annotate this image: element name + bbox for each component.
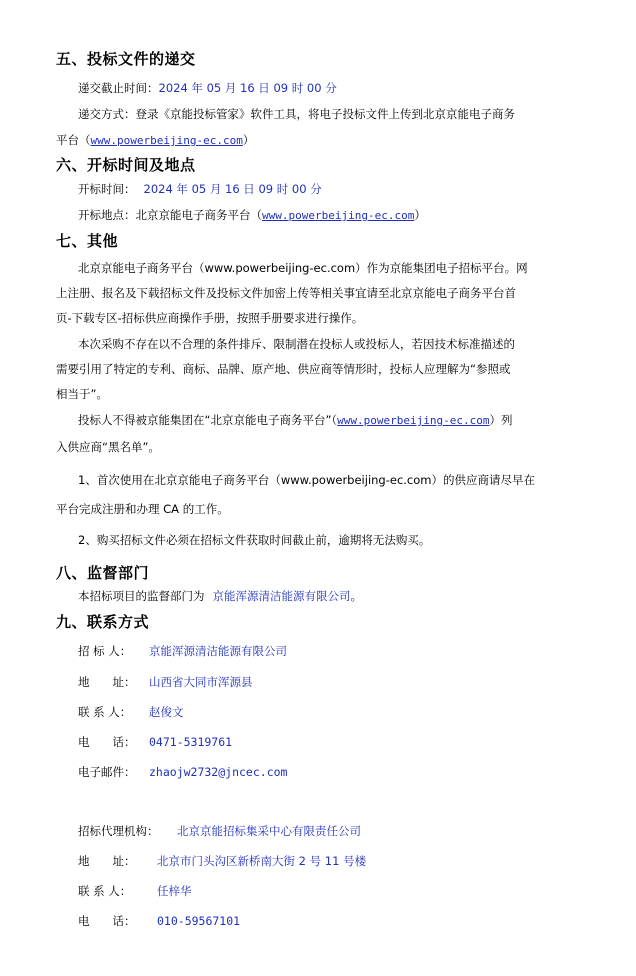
email-value[interactable]: zhaojw2732@jncec.com [149, 765, 288, 779]
opening-time-value: 2024 年 05 月 16 日 09 时 00 分 [143, 182, 322, 196]
blacklist-suffix: ）列 [489, 413, 513, 427]
section-8-title: 八、监督部门 [56, 564, 150, 582]
tenderer-value: 京能浑源清洁能源有限公司 [149, 644, 287, 658]
agency-address-value: 北京市门头沟区新桥南大街 2 号 11 号楼 [157, 854, 367, 868]
note-1-line2: 平台完成注册和办理 CA 的工作。 [56, 502, 229, 516]
opening-platform-link[interactable]: www.powerbeijing-ec.com [262, 209, 415, 222]
other-p1-line1: 北京京能电子商务平台（www.powerbeijing-ec.com）作为京能集团电子招标平台。网 [78, 261, 528, 275]
agency-contact-value: 任梓华 [157, 884, 192, 898]
opening-place-suffix: ） [414, 208, 426, 222]
opening-time-label: 开标时间： [78, 182, 136, 196]
other-p3-line1 [78, 413, 513, 428]
address-label: 地 址： [78, 675, 136, 689]
agency-label: 招标代理机构： [78, 824, 159, 838]
note-1-line1: 1、首次使用在北京京能电子商务平台（www.powerbeijing-ec.com）的供应商请尽早在 [78, 473, 535, 487]
deadline-label: 递交截止时间： [78, 81, 159, 95]
submit-method-prefix: 平台（ [56, 133, 91, 147]
agency-address-label: 地 址： [78, 854, 136, 868]
deadline-line [78, 81, 337, 95]
section-6-title: 六、开标时间及地点 [56, 156, 196, 174]
note-2: 2、购买招标文件必须在招标文件获取时间截止前，逾期将无法购买。 [78, 533, 431, 547]
tenderer-label: 招 标 人： [78, 644, 132, 658]
submit-method-suffix: ） [242, 133, 255, 147]
other-p2-line2: 需要引用了特定的专利、商标、品牌、原产地、供应商等情形时，投标人应理解为“参照或 [56, 362, 511, 376]
submit-platform-link[interactable]: www.powerbeijing-ec.com [90, 134, 243, 147]
submit-method-line2 [56, 133, 254, 148]
blacklist-platform-link[interactable]: www.powerbeijing-ec.com [337, 414, 490, 427]
submit-method-line [78, 107, 515, 121]
agency-phone-label: 电 话： [78, 914, 136, 928]
other-p2-line3: 相当于”。 [56, 387, 108, 401]
contact-value: 赵俊文 [149, 705, 184, 719]
contact-label: 联 系 人： [78, 705, 132, 719]
agency-contact-label: 联 系 人： [78, 884, 132, 898]
agency-phone-value: 010-59567101 [157, 914, 241, 928]
supervision-text: 本招标项目的监督部门为 [78, 589, 205, 603]
phone-value: 0471-5319761 [149, 735, 233, 749]
opening-place-label: 开标地点： [78, 208, 136, 222]
submit-method-label: 递交方式： [78, 107, 136, 121]
section-5-title: 五、投标文件的递交 [56, 50, 196, 68]
opening-place-line [78, 208, 426, 223]
email-label: 电子邮件： [78, 765, 136, 779]
other-p1-line3: 页-下载专区-招标供应商操作手册，按照手册要求进行操作。 [56, 311, 364, 325]
other-p1-line2: 上注册、报名及下载招标文件及投标文件加密上传等相关事宜请至北京京能电子商务平台首 [56, 286, 516, 300]
deadline-value: 2024 年 05 月 16 日 09 时 00 分 [158, 81, 337, 95]
phone-label: 电 话： [78, 735, 136, 749]
supervision-dept: 京能浑源清洁能源有限公司 [212, 589, 351, 603]
opening-time-line [78, 182, 322, 196]
supervision-end: 。 [350, 589, 362, 603]
supervision-line [78, 589, 362, 603]
agency-value: 北京京能招标集采中心有限责任公司 [177, 824, 361, 838]
section-9-title: 九、联系方式 [56, 613, 150, 631]
opening-place-text: 北京京能电子商务平台（ [135, 208, 262, 222]
other-p2-line1: 本次采购不存在以不合理的条件排斥、限制潜在投标人或投标人，若因技术标准描述的 [78, 337, 515, 351]
blacklist-prefix: 投标人不得被京能集团在“北京京能电子商务平台”（ [78, 413, 338, 427]
submit-method-text: 登录《京能投标管家》软件工具，将电子投标文件上传到北京京能电子商务 [135, 107, 515, 121]
address-value: 山西省大同市浑源县 [149, 675, 253, 689]
other-p3-line2: 入供应商“黑名单”。 [56, 440, 160, 454]
section-7-title: 七、其他 [56, 232, 119, 250]
